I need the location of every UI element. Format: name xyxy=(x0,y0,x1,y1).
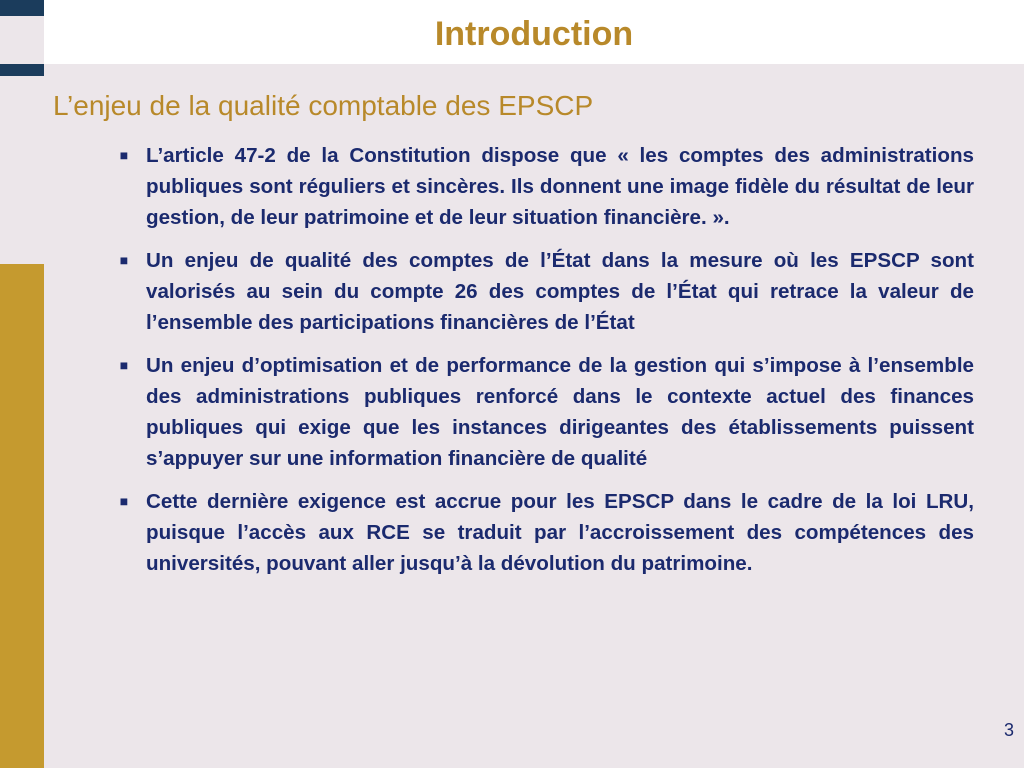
navy-stripe-bottom xyxy=(0,64,44,76)
corner-block xyxy=(0,0,44,76)
slide-title: Introduction xyxy=(434,15,634,53)
bullet-text: Cette dernière exigence est accrue pour les EPSCP dans le cadre de la loi LRU, puisque l’accès aux RCE se traduit par l’accroissement des compétences des universités, pouvant aller jusqu’à la dévolution du patrimoine. xyxy=(146,490,974,575)
square-bullet-icon: ■ xyxy=(119,493,129,509)
slide-subtitle: L’enjeu de la qualité comptable des EPSCP xyxy=(53,90,594,121)
gold-side-bar xyxy=(0,264,44,768)
bullet-text: Un enjeu d’optimisation et de performance de la gestion qui s’impose à l’ensemble des administrations publiques renforcé dans le contexte actuel des finances publiques qui exige que les instances dirigeantes des établissements puissent s’appuyer sur une information financière de qualité xyxy=(146,354,974,470)
bullet-item xyxy=(119,245,974,338)
bullet-text: L’article 47-2 de la Constitution dispose que « les comptes des administrations publiques sont réguliers et sincères. Ils donnent une image fidèle du résultat de leur gestion, de leur patrimoine et de leur situation financière. ». xyxy=(146,144,974,229)
square-bullet-icon: ■ xyxy=(119,147,129,163)
bullet-item xyxy=(119,350,974,474)
navy-stripe-top xyxy=(0,0,44,16)
square-bullet-icon: ■ xyxy=(119,357,129,373)
bullet-item xyxy=(119,140,974,233)
page-number: 3 xyxy=(1003,720,1014,740)
square-bullet-icon: ■ xyxy=(119,252,129,268)
bullet-text: Un enjeu de qualité des comptes de l’État dans la mesure où les EPSCP sont valorisés au sein du compte 26 des comptes de l’État qui retrace la valeur de l’ensemble des participations financières de l’État xyxy=(146,249,974,334)
bullet-item xyxy=(119,486,974,579)
bullet-list xyxy=(119,140,974,591)
